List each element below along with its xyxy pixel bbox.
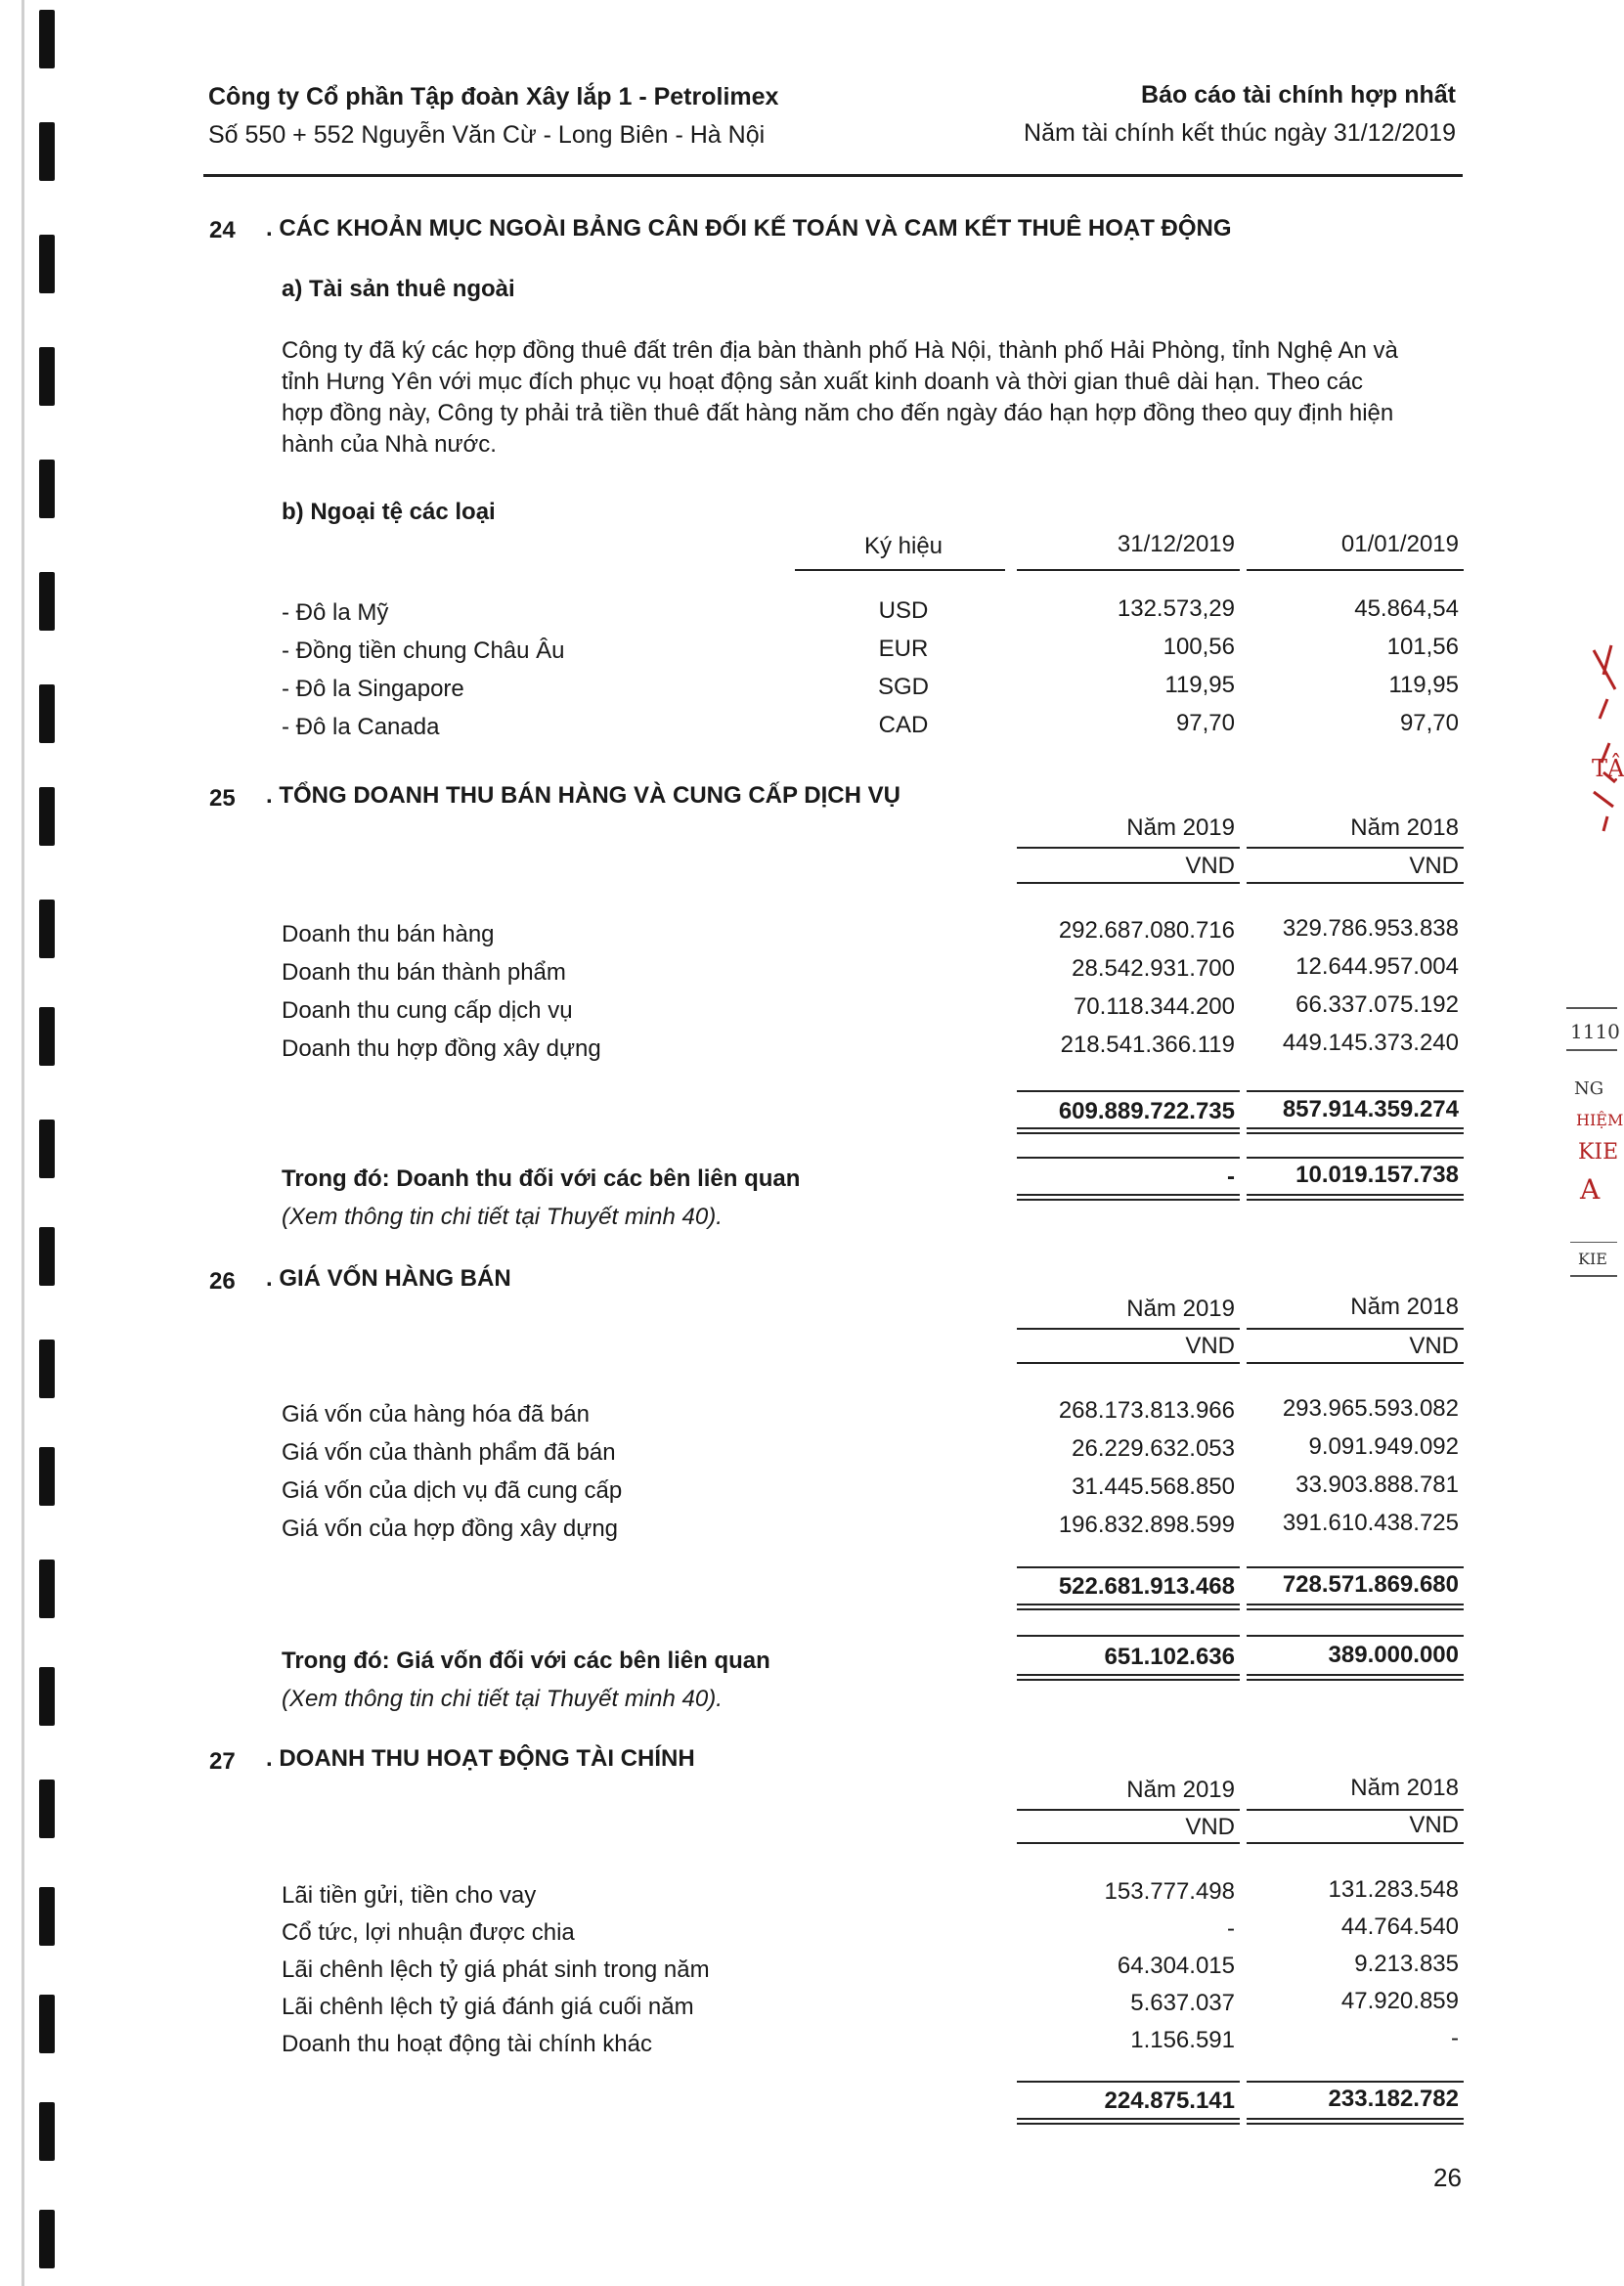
stamp-line [1566, 1007, 1617, 1009]
column-header-2018: Năm 2018 [1350, 1775, 1459, 1801]
row-label: - Đô la Mỹ [282, 599, 389, 626]
row-label: Lãi tiền gửi, tiền cho vay [282, 1882, 537, 1909]
binder-edge-line [22, 0, 24, 2286]
stamp-line [1570, 1242, 1617, 1243]
row-label: Lãi chênh lệch tỷ giá đánh giá cuối năm [282, 1994, 694, 2020]
column-header-2018: Năm 2018 [1350, 1294, 1459, 1320]
row-label: Giá vốn của hợp đồng xây dựng [282, 1516, 619, 1542]
related-double-rule [1017, 1674, 1240, 1681]
column-rule [1247, 1809, 1464, 1811]
row-label: Doanh thu hợp đồng xây dựng [282, 1035, 601, 1062]
stamp-text: TẬ [1592, 755, 1624, 782]
page-number: 26 [1433, 2163, 1462, 2192]
row-value-2018: 12.644.957.004 [1295, 953, 1459, 980]
row-value-2019: 132.573,29 [1117, 595, 1235, 622]
binder-hole [39, 1780, 55, 1838]
row-label: Cổ tức, lợi nhuận được chia [282, 1919, 575, 1946]
column-header-2019: Năm 2019 [1126, 1777, 1235, 1803]
row-value-2018: 131.283.548 [1328, 1876, 1459, 1903]
row-label: Giá vốn của dịch vụ đã cung cấp [282, 1477, 623, 1504]
column-rule [1017, 882, 1240, 884]
row-value-2019: 31.445.568.850 [1072, 1473, 1235, 1500]
stamp-text: A [1580, 1173, 1601, 1206]
related-double-rule [1247, 1194, 1464, 1201]
row-symbol: SGD [877, 674, 929, 700]
row-value-2019: - [1227, 1915, 1235, 1942]
stamp-text: KIE [1578, 1140, 1619, 1165]
unit-label: VND [1409, 1812, 1459, 1838]
row-value-2018: 293.965.593.082 [1282, 1395, 1459, 1422]
row-label: - Đồng tiền chung Châu Âu [282, 637, 565, 664]
row-value-2018: 101,56 [1386, 634, 1459, 660]
binder-hole [39, 1995, 55, 2053]
column-rule [1247, 1842, 1464, 1844]
total-value-2019: 522.681.913.468 [1058, 1573, 1235, 1600]
column-rule [1247, 1362, 1464, 1364]
column-rule [1247, 1328, 1464, 1330]
row-value-2019: 218.541.366.119 [1060, 1032, 1235, 1058]
row-value-2018: 119,95 [1388, 672, 1459, 698]
row-value-2018: 329.786.953.838 [1282, 915, 1459, 942]
column-rule [1247, 882, 1464, 884]
row-label: Giá vốn của hàng hóa đã bán [282, 1401, 590, 1428]
column-rule [1017, 569, 1240, 571]
row-value-2018: 449.145.373.240 [1282, 1030, 1459, 1056]
related-party-note: (Xem thông tin chi tiết tại Thuyết minh 40). [282, 1204, 723, 1230]
binder-hole [39, 235, 55, 293]
row-value-2018: 9.213.835 [1354, 1951, 1459, 1977]
related-value-2018: 10.019.157.738 [1295, 1162, 1459, 1188]
total-double-rule [1017, 1127, 1240, 1134]
row-symbol: EUR [878, 636, 929, 662]
row-value-2019: 64.304.015 [1117, 1953, 1235, 1979]
related-value-2019: 651.102.636 [1104, 1644, 1235, 1670]
binder-hole [39, 1227, 55, 1286]
stamp-line [1570, 1275, 1617, 1277]
row-value-2018: 97,70 [1399, 710, 1459, 736]
row-symbol: USD [878, 597, 929, 624]
paragraph-line: Công ty đã ký các hợp đồng thuê đất trên địa bàn thành phố Hà Nội, thành phố Hải Phòng, tỉnh Nghệ An và [282, 337, 1398, 364]
related-double-rule [1247, 1674, 1464, 1681]
report-period: Năm tài chính kết thúc ngày 31/12/2019 [1024, 119, 1456, 147]
section-title: . DOANH THU HOẠT ĐỘNG TÀI CHÍNH [266, 1745, 695, 1772]
stamp-text: HIỆM [1576, 1111, 1624, 1129]
total-rule [1017, 2081, 1240, 2083]
related-value-2018: 389.000.000 [1328, 1642, 1459, 1668]
row-label: Giá vốn của thành phẩm đã bán [282, 1439, 616, 1466]
company-name: Công ty Cổ phần Tập đoàn Xây lắp 1 - Petrolimex [208, 83, 779, 110]
row-value-2018: 66.337.075.192 [1295, 991, 1459, 1018]
binder-hole [39, 1667, 55, 1726]
row-value-2018: 391.610.438.725 [1282, 1510, 1459, 1536]
column-rule [795, 569, 1005, 571]
column-rule [1017, 847, 1240, 849]
total-value-2019: 224.875.141 [1104, 2088, 1235, 2114]
binder-hole [39, 347, 55, 406]
total-double-rule [1247, 1127, 1464, 1134]
total-double-rule [1017, 2118, 1240, 2125]
binder-hole [39, 10, 55, 68]
column-header-symbol: Ký hiệu [863, 533, 944, 559]
total-value-2019: 609.889.722.735 [1058, 1098, 1235, 1124]
binder-hole [39, 900, 55, 958]
subsection-title: b) Ngoại tệ các loại [282, 499, 496, 525]
related-party-label: Trong đó: Doanh thu đối với các bên liên quan [282, 1165, 801, 1192]
row-value-2018: 9.091.949.092 [1308, 1433, 1459, 1460]
column-rule [1017, 1362, 1240, 1364]
row-label: Doanh thu bán thành phẩm [282, 959, 566, 986]
row-value-2019: 28.542.931.700 [1072, 955, 1235, 982]
unit-label: VND [1409, 853, 1459, 879]
column-header-2018: 01/01/2019 [1340, 531, 1459, 557]
row-value-2019: 70.118.344.200 [1073, 993, 1235, 1020]
related-party-note: (Xem thông tin chi tiết tại Thuyết minh 40). [282, 1686, 723, 1712]
section-number: 25 [209, 785, 236, 812]
section-number: 24 [209, 217, 236, 243]
total-value-2018: 233.182.782 [1328, 2086, 1459, 2112]
total-rule [1017, 1090, 1240, 1092]
paragraph-line: tỉnh Hưng Yên với mục đích phục vụ hoạt động sản xuất kinh doanh và thời gian thuê dài hạn. Theo các [282, 369, 1364, 395]
row-value-2019: 153.777.498 [1104, 1878, 1235, 1905]
related-rule [1017, 1157, 1240, 1159]
unit-label: VND [1409, 1333, 1459, 1359]
total-double-rule [1247, 1604, 1464, 1610]
row-value-2019: 268.173.813.966 [1058, 1397, 1235, 1424]
column-header-2019: Năm 2019 [1126, 814, 1235, 841]
stamp-text: NG [1574, 1078, 1604, 1099]
row-value-2019: 5.637.037 [1130, 1990, 1235, 2016]
row-label: - Đô la Singapore [282, 676, 464, 702]
related-rule [1247, 1635, 1464, 1637]
binder-hole [39, 1007, 55, 1066]
total-value-2018: 857.914.359.274 [1282, 1096, 1459, 1122]
row-value-2018: - [1451, 2025, 1459, 2051]
row-label: Doanh thu cung cấp dịch vụ [282, 997, 573, 1024]
unit-label: VND [1185, 853, 1235, 879]
row-value-2019: 100,56 [1163, 634, 1235, 660]
binder-hole [39, 1447, 55, 1506]
stamp-text: KIE [1578, 1250, 1607, 1268]
section-title: . GIÁ VỐN HÀNG BÁN [266, 1265, 511, 1292]
related-party-label: Trong đó: Giá vốn đối với các bên liên quan [282, 1648, 770, 1674]
stamp-text: 1110 [1570, 1020, 1620, 1043]
lease-paragraph [282, 335, 1543, 461]
header-rule [203, 174, 1463, 177]
section-number: 27 [209, 1748, 236, 1775]
binder-hole [39, 1120, 55, 1178]
binder-hole [39, 2210, 55, 2268]
related-rule [1017, 1635, 1240, 1637]
binder-hole [39, 122, 55, 181]
total-rule [1247, 1566, 1464, 1568]
column-rule [1017, 1842, 1240, 1844]
total-rule [1247, 1090, 1464, 1092]
row-label: - Đô la Canada [282, 714, 440, 740]
paragraph-line: hợp đồng này, Công ty phải trả tiền thuê đất hàng năm cho đến ngày đáo hạn hợp đồng theo quy định hiện [282, 400, 1394, 426]
related-value-2019: - [1227, 1164, 1235, 1190]
column-rule [1017, 1328, 1240, 1330]
row-label: Doanh thu hoạt động tài chính khác [282, 2031, 652, 2057]
unit-label: VND [1185, 1333, 1235, 1359]
unit-label: VND [1185, 1814, 1235, 1840]
column-rule [1017, 1809, 1240, 1811]
row-label: Lãi chênh lệch tỷ giá phát sinh trong năm [282, 1956, 710, 1983]
total-rule [1017, 1566, 1240, 1568]
binder-hole [39, 572, 55, 631]
binder-hole [39, 460, 55, 518]
total-value-2018: 728.571.869.680 [1282, 1571, 1459, 1598]
row-value-2018: 44.764.540 [1340, 1913, 1459, 1940]
binder-hole [39, 684, 55, 743]
binder-hole [39, 1560, 55, 1618]
row-label: Doanh thu bán hàng [282, 921, 495, 947]
row-value-2019: 26.229.632.053 [1072, 1435, 1235, 1462]
section-title: . TỔNG DOANH THU BÁN HÀNG VÀ CUNG CẤP DỊCH VỤ [266, 782, 900, 809]
column-rule [1247, 569, 1464, 571]
related-double-rule [1017, 1194, 1240, 1201]
row-value-2018: 45.864,54 [1354, 595, 1459, 622]
section-title: . CÁC KHOẢN MỤC NGOÀI BẢNG CÂN ĐỐI KẾ TOÁN VÀ CAM KẾT THUÊ HOẠT ĐỘNG [266, 215, 1232, 242]
stamp-line [1566, 1049, 1617, 1051]
related-rule [1247, 1157, 1464, 1159]
row-symbol: CAD [878, 712, 929, 738]
row-value-2019: 119,95 [1164, 672, 1235, 698]
row-value-2018: 33.903.888.781 [1295, 1472, 1459, 1498]
total-double-rule [1247, 2118, 1464, 2125]
column-rule [1247, 847, 1464, 849]
total-rule [1247, 2081, 1464, 2083]
row-value-2019: 196.832.898.599 [1058, 1512, 1235, 1538]
total-double-rule [1017, 1604, 1240, 1610]
company-address: Số 550 + 552 Nguyễn Văn Cừ - Long Biên - Hà Nội [208, 121, 766, 149]
paragraph-line: hành của Nhà nước. [282, 431, 497, 458]
binder-hole [39, 1887, 55, 1946]
column-header-2019: 31/12/2019 [1117, 531, 1235, 557]
report-title: Báo cáo tài chính hợp nhất [1141, 81, 1456, 109]
row-value-2019: 1.156.591 [1130, 2027, 1235, 2053]
row-value-2018: 47.920.859 [1340, 1988, 1459, 2014]
binder-hole [39, 2102, 55, 2161]
binder-hole [39, 1340, 55, 1398]
column-header-2019: Năm 2019 [1126, 1296, 1235, 1322]
subsection-title: a) Tài sản thuê ngoài [282, 276, 515, 302]
column-header-2018: Năm 2018 [1350, 814, 1459, 841]
row-value-2019: 97,70 [1175, 710, 1235, 736]
section-number: 26 [209, 1268, 236, 1295]
row-value-2019: 292.687.080.716 [1058, 917, 1235, 944]
binder-hole [39, 787, 55, 846]
